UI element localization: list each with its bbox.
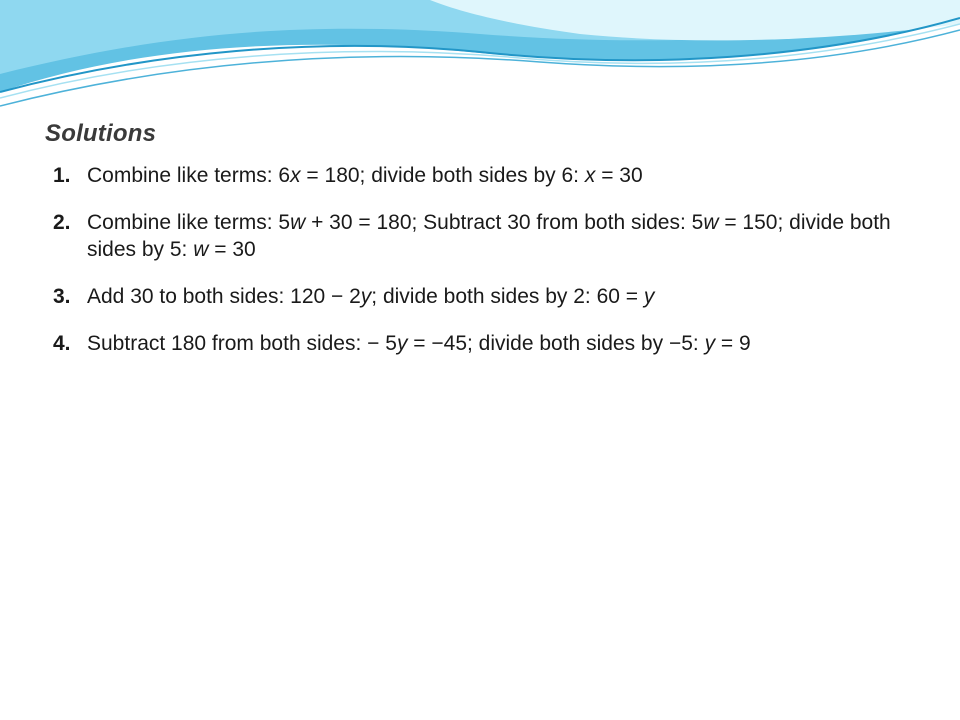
page-title: Solutions <box>45 120 157 147</box>
solution-item-1 <box>45 162 925 189</box>
solution-item-2 <box>45 209 925 263</box>
solution-text-part: + 30 = 180; Subtract 30 from both sides: 5 <box>305 211 704 234</box>
solution-number: 2. <box>53 211 71 234</box>
solution-text-part: = 30 <box>595 164 643 187</box>
math-variable: w <box>703 211 719 234</box>
solution-text <box>87 162 907 189</box>
solution-number: 3. <box>53 285 71 308</box>
solution-item-4 <box>45 330 925 357</box>
solution-text-part: ; divide both sides by 2: 60 = <box>371 285 644 308</box>
solutions-content <box>45 120 925 377</box>
math-variable: w <box>193 238 209 261</box>
solution-text-part: = 180; divide both sides by 6: <box>300 164 585 187</box>
solution-text-part: = 30 <box>208 238 256 261</box>
solution-text <box>87 330 907 357</box>
math-variable: x <box>290 164 301 187</box>
solutions-list <box>45 162 925 357</box>
solution-text <box>87 209 907 263</box>
solution-text-part: Add 30 to both sides: 120 − 2 <box>87 285 361 308</box>
solution-text-part: Combine like terms: 6 <box>87 164 291 187</box>
math-variable: w <box>290 211 306 234</box>
math-variable: x <box>584 164 596 187</box>
math-variable: y <box>396 332 408 355</box>
solution-text-part: = −45; divide both sides by −5: <box>407 332 705 355</box>
solution-number: 4. <box>53 332 71 355</box>
solution-text-part: = 9 <box>715 332 751 355</box>
solution-text-part: Combine like terms: 5 <box>87 211 291 234</box>
math-variable: y <box>360 285 372 308</box>
solution-item-3 <box>45 283 925 310</box>
math-variable: y <box>704 332 716 355</box>
solution-text-part: = 150; divide both sides by 5: <box>87 211 891 261</box>
solution-text <box>87 283 907 310</box>
header-wave-decoration <box>0 0 960 120</box>
solution-text-part: Subtract 180 from both sides: − 5 <box>87 332 397 355</box>
math-variable: y <box>643 285 655 308</box>
solution-number: 1. <box>53 164 71 187</box>
